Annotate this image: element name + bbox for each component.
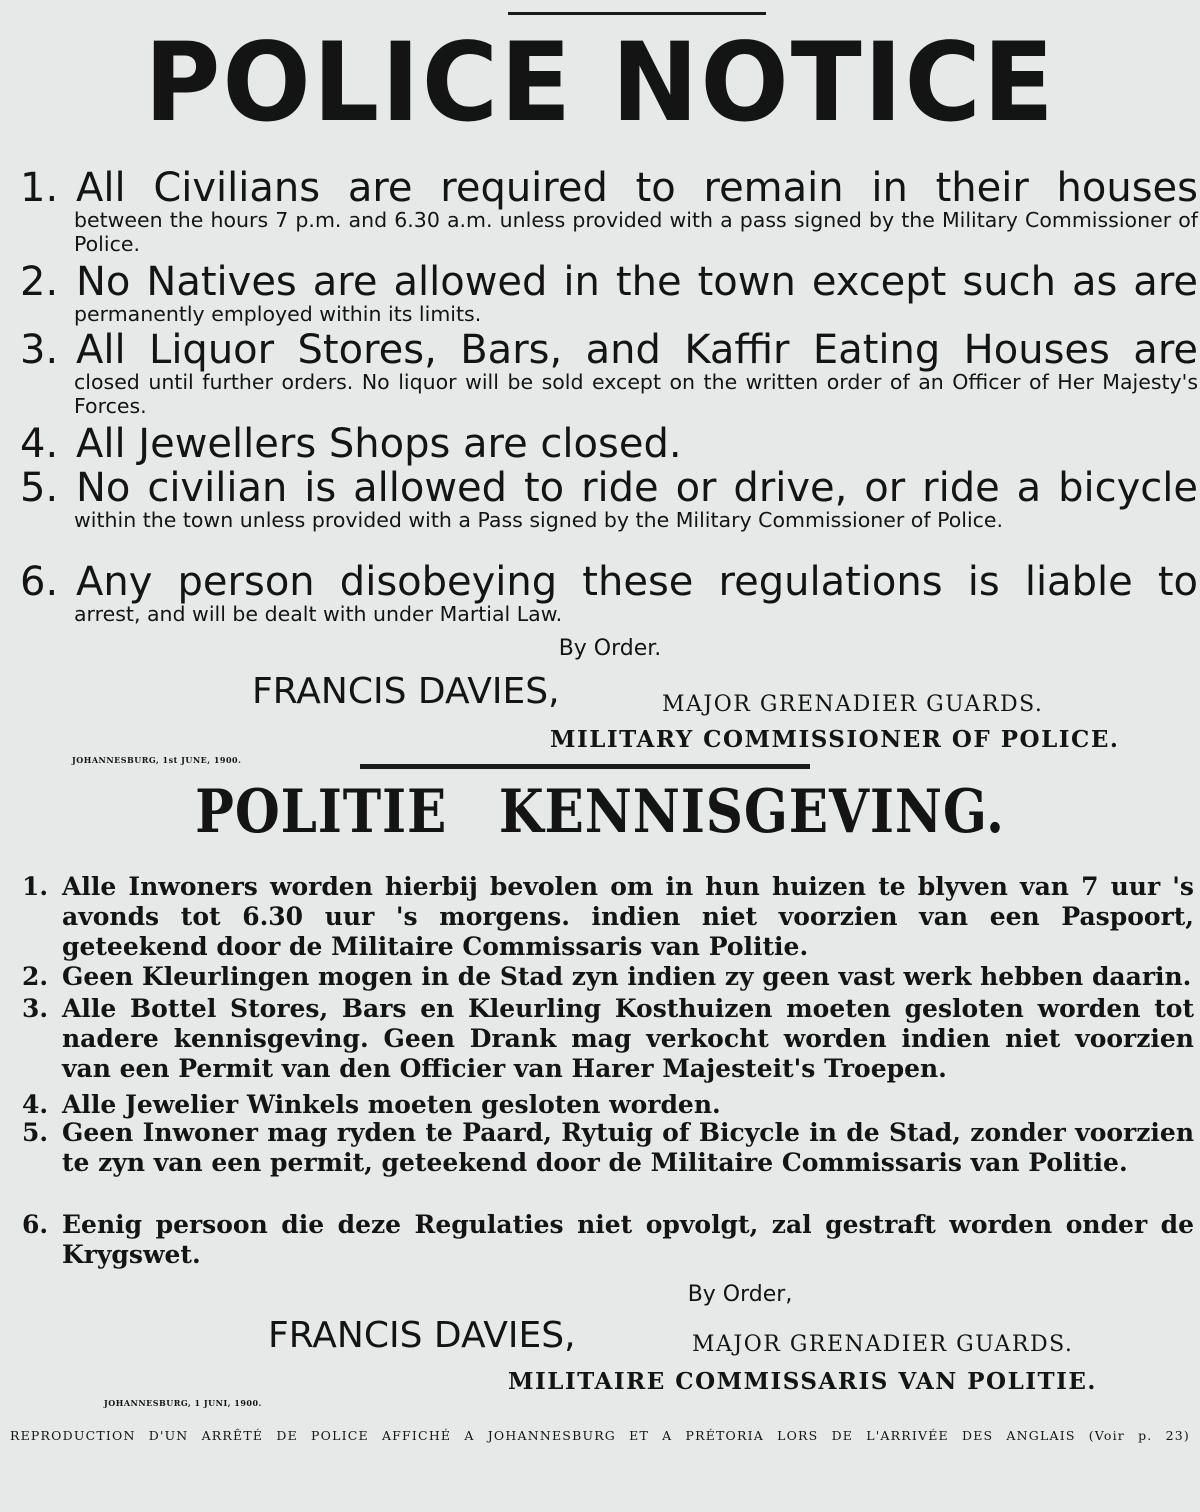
item-main-text: Any person disobeying these regulations is liable to [76,559,1198,605]
dutch-by-order: By Order, [687,1282,793,1307]
item-number: 6. [20,559,59,605]
item-sub-text: closed until further orders. No liquor will be sold except on the written order of an Officer of Her Majesty's Forces. [74,370,1198,418]
dutch-signatory-office: MILITAIRE COMMISSARIS VAN POLITIE. [508,1368,1097,1395]
english-headline: POLICE NOTICE [144,17,1056,147]
item-text: Eenig persoon die deze Regulaties niet opvolgt, zal gestraft worden onder de Krygswet. [62,1210,1194,1269]
reproduction-caption: REPRODUCTION D'UN ARRÊTÉ DE POLICE AFFICHÉ A JOHANNESBURG ET A PRÉTORIA LORS DE L'ARRIVÉE DES ANGLAIS (Voir p. 23) [10,1428,1190,1443]
english-dateline: JOHANNESBURG, 1st JUNE, 1900. [72,755,242,765]
item-sub-text: permanently employed within its limits. [74,302,482,326]
dutch-headline [84,777,1116,847]
english-item-5 [20,465,1198,532]
item-sub-text: arrest, and will be dealt with under Martial Law. [74,602,563,626]
dutch-headline-word-2: KENNISGEVING. [498,777,1005,847]
english-signatory-rank: MAJOR GRENADIER GUARDS. [662,692,1044,717]
dutch-item-1 [22,872,1194,962]
item-number: 1. [20,165,59,211]
item-main-text: All Liquor Stores, Bars, and Kaffir Eating Houses are [76,327,1198,373]
item-text: Alle Jewelier Winkels moeten gesloten worden. [62,1090,721,1119]
item-text: Alle Inwoners worden hierbij bevolen om in hun huizen te blyven van 7 uur 's avonds tot 6.30 uur 's morgens. indien niet voorzien van een Paspoort, geteekend door de Militaire Commissaris van Politie. [62,872,1194,961]
english-signatory-office: MILITARY COMMISSIONER OF POLICE. [550,726,1120,753]
item-main-text: No civilian is allowed to ride or drive, or ride a bicycle [76,465,1198,511]
item-sub-text: between the hours 7 p.m. and 6.30 a.m. unless provided with a pass signed by the Military Commissioner of Police. [74,208,1198,256]
dutch-item-5 [22,1118,1194,1178]
item-number: 1. [22,872,49,901]
english-item-3 [20,327,1198,418]
english-signatory-name: FRANCIS DAVIES, [252,671,560,712]
item-text: Alle Bottel Stores, Bars en Kleurling Kosthuizen moeten gesloten worden tot nadere kennisgeving. Geen Drank mag verkocht worden indien niet voorzien van een Permit van den Officier van Harer Majesteit's Troepen. [62,994,1194,1083]
item-sub-text: within the town unless provided with a Pass signed by the Military Commissioner of Police. [74,508,1004,532]
dutch-signatory-rank: MAJOR GRENADIER GUARDS. [692,1332,1074,1357]
dutch-item-6 [22,1210,1194,1270]
english-item-6 [20,559,1198,626]
item-number: 4. [22,1090,49,1119]
dutch-headline-word-1: POLITIE [195,777,448,847]
top-rule [508,12,766,15]
section-divider [360,764,810,769]
item-number: 2. [20,259,59,305]
dutch-signatory-name: FRANCIS DAVIES, [268,1315,576,1356]
item-main-text: All Jewellers Shops are closed. [76,421,682,467]
item-main-text: All Civilians are required to remain in their houses [76,165,1198,211]
item-text: Geen Inwoner mag ryden te Paard, Rytuig of Bicycle in de Stad, zonder voorzien te zyn van een permit, geteekend door de Militaire Commissaris van Politie. [62,1118,1194,1177]
item-number: 6. [22,1210,49,1239]
english-by-order: By Order. [558,636,662,661]
dutch-item-3 [22,994,1194,1084]
item-number: 2. [22,962,49,991]
item-number: 4. [20,421,59,467]
dutch-item-4 [22,1090,1194,1120]
item-number: 3. [22,994,49,1023]
english-item-2 [20,259,1198,326]
dutch-item-2 [22,962,1194,992]
english-item-1 [20,165,1198,256]
item-number: 3. [20,327,59,373]
item-main-text: No Natives are allowed in the town except such as are [76,259,1198,305]
dutch-dateline: JOHANNESBURG, 1 JUNI, 1900. [104,1398,262,1408]
item-number: 5. [22,1118,49,1147]
item-number: 5. [20,465,59,511]
english-item-4 [20,421,1198,467]
item-text: Geen Kleurlingen mogen in de Stad zyn indien zy geen vast werk hebben daarin. [62,962,1192,991]
